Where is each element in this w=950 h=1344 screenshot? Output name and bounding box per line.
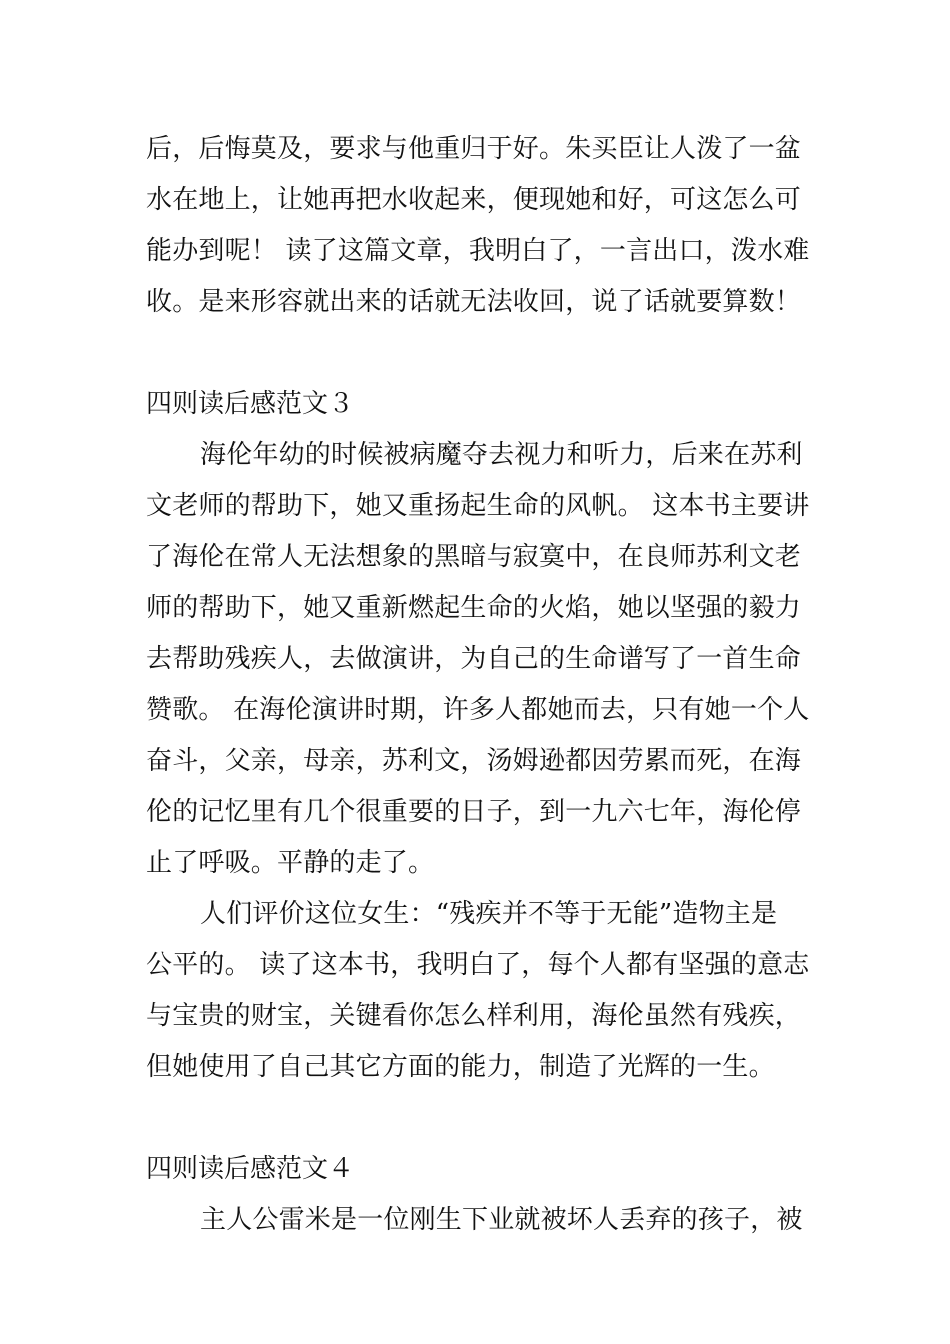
text-line: 奋斗，父亲，母亲，苏利文，汤姆逊都因劳累而死，在海 bbox=[146, 746, 802, 776]
text-line: 海伦年幼的时候被病魔夺去视力和听力，后来在苏利 bbox=[200, 440, 803, 470]
section-4-paragraph-1 bbox=[146, 1195, 810, 1246]
text-line: 主人公雷米是一位刚生下业就被坏人丢弃的孩子，被 bbox=[200, 1205, 803, 1235]
section-gap bbox=[146, 1093, 810, 1144]
text-line: 止了呼吸。平静的走了。 bbox=[146, 848, 435, 878]
continuation-paragraph bbox=[146, 124, 810, 328]
text-line: 能办到呢！ 读了这篇文章，我明白了，一言出口，泼水难 bbox=[146, 236, 810, 266]
section-heading: 四则读后感范文４ bbox=[146, 1154, 355, 1184]
text-line: 与宝贵的财宝，关键看你怎么样利用，海伦虽然有残疾， bbox=[146, 1001, 802, 1031]
text-line: 后，后悔莫及，要求与他重归于好。朱买臣让人泼了一盆 bbox=[146, 134, 802, 164]
section-4 bbox=[146, 1144, 810, 1246]
text-line: 但她使用了自己其它方面的能力，制造了光辉的一生。 bbox=[146, 1052, 775, 1082]
section-gap bbox=[146, 328, 810, 379]
text-line: 收。是来形容就出来的话就无法收回，说了话就要算数！ bbox=[146, 287, 802, 317]
section-3-paragraph-2 bbox=[146, 889, 810, 1093]
text-line: 水在地上，让她再把水收起来，便现她和好，可这怎么可 bbox=[146, 185, 802, 215]
document-page bbox=[146, 124, 810, 1246]
section-3-paragraph-1 bbox=[146, 430, 810, 889]
text-line: 文老师的帮助下，她又重扬起生命的风帆。 这本书主要讲 bbox=[146, 491, 810, 521]
text-line: 伦的记忆里有几个很重要的日子，到一九六七年，海伦停 bbox=[146, 797, 802, 827]
section-3 bbox=[146, 379, 810, 1093]
text-line: 了海伦在常人无法想象的黑暗与寂寞中，在良师苏利文老 bbox=[146, 542, 802, 572]
text-line: 公平的。 读了这本书，我明白了，每个人都有坚强的意志 bbox=[146, 950, 810, 980]
text-line: 人们评价这位女生：“残疾并不等于无能”造物主是 bbox=[200, 899, 778, 929]
text-line: 赞歌。 在海伦演讲时期，许多人都她而去，只有她一个人 bbox=[146, 695, 810, 725]
section-heading: 四则读后感范文３ bbox=[146, 389, 355, 419]
text-line: 去帮助残疾人，去做演讲，为自己的生命谱写了一首生命 bbox=[146, 644, 802, 674]
text-line: 师的帮助下，她又重新燃起生命的火焰，她以坚强的毅力 bbox=[146, 593, 802, 623]
